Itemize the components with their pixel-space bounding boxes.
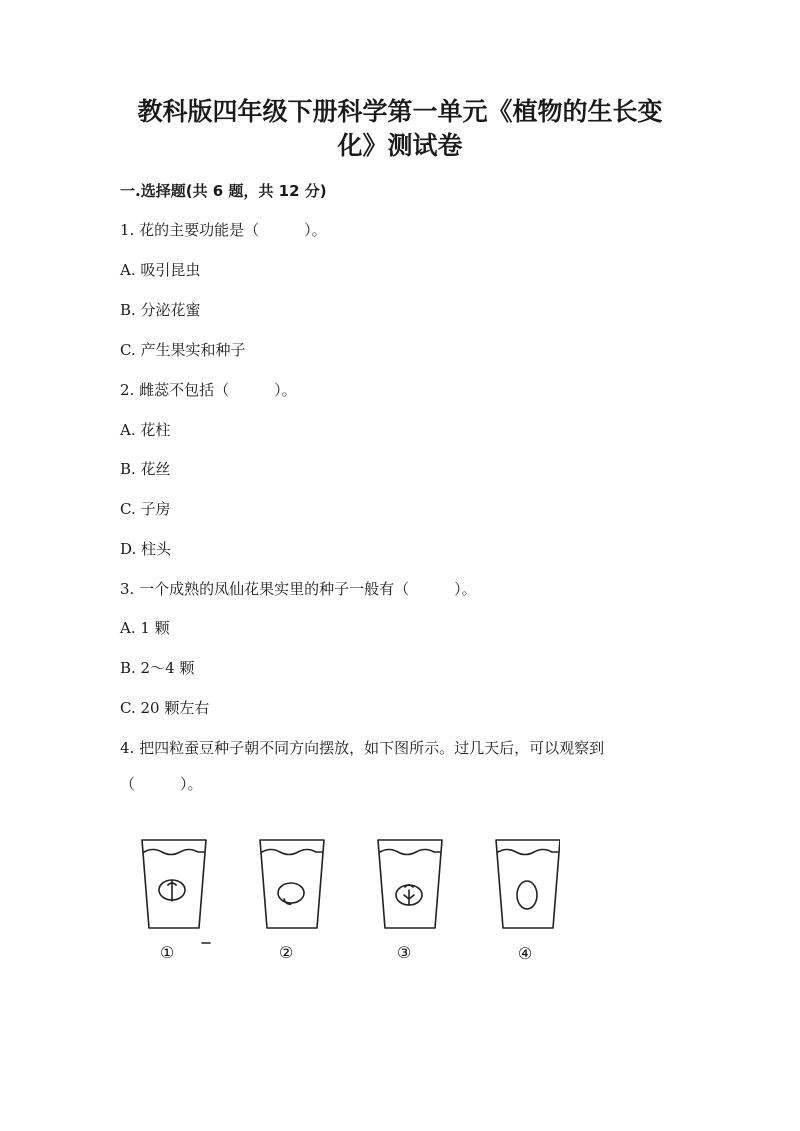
question-2-option-a: A. 花柱 bbox=[120, 421, 171, 439]
sprout-2 bbox=[284, 899, 291, 904]
question-1-option-c: C. 产生果实和种子 bbox=[120, 341, 246, 359]
page-title-line-2: 化》测试卷 bbox=[337, 131, 463, 160]
cup-label-1: ① bbox=[159, 943, 175, 962]
cup-label-4: ④ bbox=[517, 944, 533, 963]
question-2-option-d: D. 柱头 bbox=[120, 540, 172, 558]
bean-seed-cups-figure bbox=[120, 825, 560, 975]
sprout-1 bbox=[168, 880, 176, 901]
question-2-stem: 2. 雌蕊不包括（ ）。 bbox=[120, 381, 297, 399]
question-3-option-c: C. 20 颗左右 bbox=[120, 699, 210, 717]
question-4-stem-line-2: （ ）。 bbox=[120, 775, 203, 793]
cup-3 bbox=[378, 840, 442, 928]
cup-4 bbox=[496, 840, 560, 928]
question-2-option-c: C. 子房 bbox=[120, 500, 171, 518]
cup-label-3: ③ bbox=[396, 943, 412, 962]
question-1-stem: 1. 花的主要功能是（ ）。 bbox=[120, 221, 327, 239]
cup-2 bbox=[260, 840, 324, 928]
page-title-line-1: 教科版四年级下册科学第一单元《植物的生长变 bbox=[137, 97, 663, 126]
section-heading: 一.选择题(共 6 题，共 12 分) bbox=[120, 182, 327, 200]
cup-label-2: ② bbox=[278, 943, 294, 962]
question-1-option-b: B. 分泌花蜜 bbox=[120, 301, 201, 319]
question-3-option-b: B. 2～4 颗 bbox=[120, 659, 195, 677]
question-2-option-b: B. 花丝 bbox=[120, 460, 171, 478]
question-3-option-a: A. 1 颗 bbox=[120, 619, 170, 637]
question-4-stem-line-1: 4. 把四粒蚕豆种子朝不同方向摆放，如下图所示。过几天后，可以观察到 bbox=[120, 739, 605, 757]
sprout-3 bbox=[404, 885, 414, 905]
seed-2 bbox=[278, 883, 304, 903]
question-1-option-a: A. 吸引昆虫 bbox=[120, 261, 201, 279]
question-3-stem: 3. 一个成熟的凤仙花果实里的种子一般有（ ）。 bbox=[120, 580, 477, 598]
seed-4 bbox=[517, 881, 537, 909]
cup-1 bbox=[142, 840, 206, 928]
